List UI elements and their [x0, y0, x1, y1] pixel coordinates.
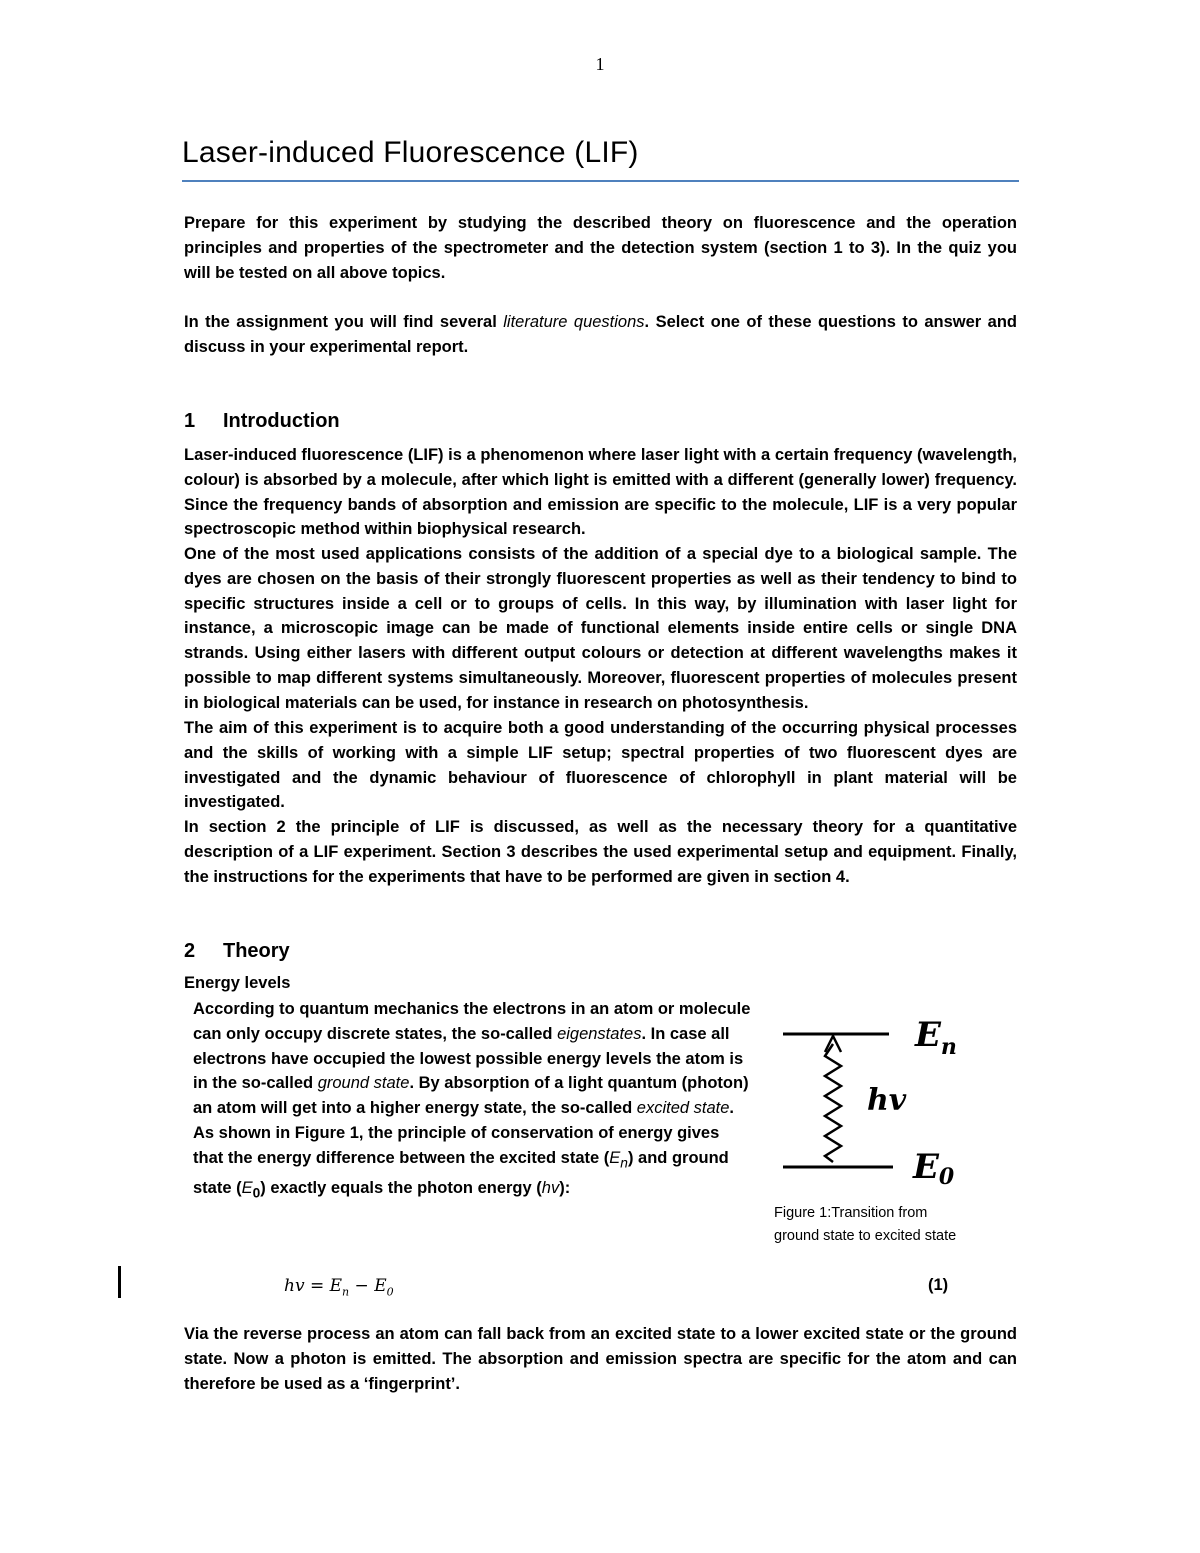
section-1-title: Introduction — [223, 410, 340, 432]
t2: . In case all electrons have occupied the lowest possible energy levels the atom is in the so-called — [193, 1024, 744, 1093]
section-1-number: 1 — [184, 410, 196, 432]
eq-lhs: hv — [284, 1276, 305, 1296]
en-symbol: E — [609, 1148, 621, 1167]
upper-level-label: $E_n$ — [915, 1015, 957, 1060]
t1: According to quantum mechanics the electrons in an atom or molecule can only occupy discrete states, the so-called — [193, 1000, 751, 1043]
eigenstates-term: eigenstates — [557, 1024, 642, 1043]
t4: . As shown in Figure 1, the principle of conservation of energy gives that the energy difference between the excited state ( — [193, 1099, 734, 1167]
document-title: Laser-induced Fluorescence (LIF) — [182, 136, 639, 169]
page-number: 1 — [595, 54, 605, 74]
section-1-paragraph-2: One of the most used applications consists of the addition of a special dye to a biological sample. The dyes are chosen on the basis of their strongly fluorescent properties as well as their tendency to bind to specific structures inside a cell or to groups of cells. In this way, by illumination with laser light for instance, a microscopic image can be made of functional elements inside entire cells or single DNA strands. Using either lasers with different output colours or detection at different wavelengths makes it possible to map different systems simultaneously. Moreover, fluorescent properties of molecules present in biological materials can be used, for instance in research on photosynthesis. — [184, 545, 1017, 712]
excited-state-term: excited state — [636, 1099, 730, 1118]
eq-equals: = — [304, 1276, 330, 1296]
t5: ) and ground state ( — [193, 1148, 729, 1197]
figure-1-caption: Figure 1:Transition from ground state to excited state — [774, 1205, 957, 1244]
t3: . By absorption of a light quantum (photon) an atom will get into a higher energy state, the so-called — [193, 1074, 749, 1118]
e0-subscript: 0 — [252, 1185, 261, 1201]
section-2-heading — [184, 940, 290, 963]
text-cursor — [118, 1266, 121, 1298]
intro-p2-end: . Select one of these questions to answer and discuss in your experimental report. — [184, 313, 1017, 356]
intro-p2-start: In the assignment you will find several — [184, 313, 504, 331]
eq-minus: − — [349, 1276, 375, 1296]
section-2-title: Theory — [223, 940, 290, 962]
photon-wave — [825, 1044, 841, 1162]
intro-paragraph-1: Prepare for this experiment by studying the described theory on fluorescence and the operation principles and properties of the spectrometer and the detection system (section 1 to 3). In the quiz you will be tested on all above topics. — [184, 214, 1017, 282]
intro-paragraph-2 — [184, 310, 1017, 360]
section-2-paragraph-after: Via the reverse process an atom can fall back from an excited state to a lower excited state or the ground state. Now a photon is emitted. The absorption and emission spectra are specific for the atom and can therefore be used as a ‘fingerprint’. — [184, 1325, 1017, 1393]
section-2-number: 2 — [184, 940, 196, 962]
e0-symbol: E — [241, 1178, 253, 1197]
energy-levels-text — [193, 997, 753, 1206]
energy-levels-subheading: Energy levels — [184, 974, 291, 992]
equation-1 — [284, 1276, 394, 1298]
hv-symbol: hv — [541, 1178, 560, 1197]
section-1-heading — [184, 410, 340, 433]
section-1-paragraph-1: Laser-induced fluorescence (LIF) is a phenomenon where laser light with a certain frequency (wavelength, colour) is absorbed by a molecule, after which light is emitted with a different (generally lower) frequency. Since the frequency bands of absorption and emission are specific to the molecule, LIF is a very popular spectroscopic method within biophysical research. — [184, 446, 1017, 539]
photon-energy-label: hv — [867, 1083, 907, 1118]
lower-level-label: E0 — [913, 1147, 955, 1190]
eq-e0-sub: 0 — [386, 1285, 394, 1299]
ground-state-term: ground state — [317, 1074, 410, 1093]
section-1-paragraph-4: In section 2 the principle of LIF is discussed, as well as the necessary theory for a quantitative description of a LIF experiment. Section 3 describes the used experimental setup and equipment. Finally, the instructions for the experiments that have to be performed are given in section 4. — [184, 818, 1017, 886]
intro-p2-italic: literature questions — [503, 313, 645, 331]
t7: ): — [559, 1178, 571, 1197]
equation-1-number: (1) — [928, 1276, 949, 1294]
section-1-paragraph-3: The aim of this experiment is to acquire both a good understanding of the occurring physical processes and the skills of working with a simple LIF setup; spectral properties of two fluorescent dyes are investigated and the dynamic behaviour of fluorescence of chlorophyll in plant material will be investigated. — [184, 719, 1017, 812]
title-rule — [182, 180, 1019, 182]
energy-level-diagram — [775, 1010, 975, 1195]
en-subscript: n — [620, 1155, 628, 1171]
eq-en-sub: n — [342, 1285, 350, 1299]
eq-en: E — [329, 1276, 343, 1296]
eq-e0: E — [374, 1276, 387, 1296]
t6: ) exactly equals the photon energy ( — [260, 1178, 542, 1197]
